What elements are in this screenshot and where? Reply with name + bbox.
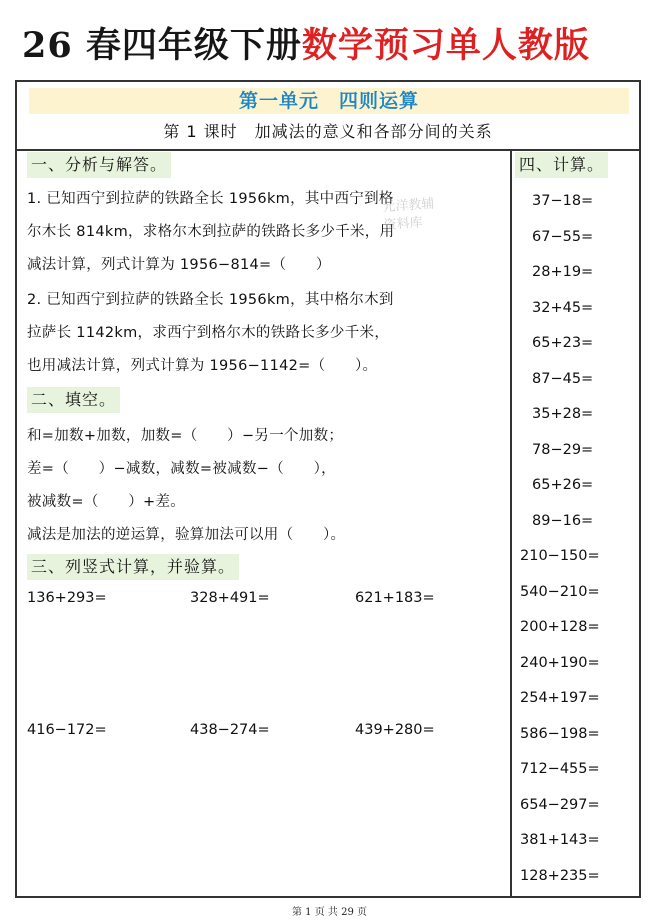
worksheet-frame [15, 80, 641, 898]
mental-calc-list [514, 184, 639, 894]
vertical-calc-item: 439+280= [355, 722, 435, 738]
calc-item: 78−29= [532, 441, 594, 458]
section-4-heading: 四、计算。 [515, 152, 608, 178]
question-1 [27, 183, 394, 282]
question-2 [27, 284, 394, 383]
fill-line: 减法是加法的逆运算，验算加法可以用（ ）。 [27, 527, 346, 543]
calc-item: 381+143= [520, 832, 600, 848]
calc-item: 65+26= [532, 477, 594, 493]
calc-item: 586−198= [520, 725, 600, 742]
calc-item: 200+128= [520, 619, 600, 635]
calc-item: 35+28= [532, 406, 594, 422]
calc-item: 37−18= [532, 193, 594, 209]
calc-item: 28+19= [532, 264, 594, 280]
calc-item: 67−55= [532, 228, 594, 245]
calc-item: 32+45= [532, 299, 594, 316]
calc-item: 712−455= [520, 761, 600, 777]
title-grade-part: 26 春四年级下册 [22, 25, 302, 66]
section-2-heading: 二、填空。 [27, 387, 120, 413]
calc-item: 240+190= [520, 654, 600, 671]
calc-item: 87−45= [532, 370, 594, 387]
vertical-calc-item: 136+293= [27, 590, 107, 606]
calc-item: 654−297= [520, 796, 600, 813]
page-number: 第 1 页 共 29 页 [292, 907, 367, 918]
calc-item: 128+235= [520, 867, 600, 884]
question-1-line: 1. 已知西宁到拉萨的铁路全长 1956km，其中西宁到格 [27, 191, 394, 207]
divider-horizontal [17, 149, 639, 151]
fill-in-blanks [27, 420, 345, 552]
fill-line: 和=加数+加数，加数=（ ）−另一个加数； [27, 428, 344, 444]
fill-line: 差=（ ）−减数，减数=被减数−（ ）， [27, 461, 336, 477]
title-subject-part: 数学预习单人教版 [301, 25, 590, 66]
fill-line: 被减数=（ ）+差。 [27, 494, 186, 510]
calc-item: 210−150= [520, 548, 600, 564]
question-2-line: 2. 已知西宁到拉萨的铁路全长 1956km，其中格尔木到 [27, 292, 394, 308]
calc-item: 254+197= [520, 690, 600, 706]
unit-title: 第一单元 四则运算 [29, 88, 629, 114]
watermark-line: 资料库 [383, 215, 424, 234]
calc-item: 89−16= [532, 512, 594, 529]
question-2-line: 也用减法计算，列式计算为 1956−1142=（ ）。 [27, 358, 378, 374]
vertical-calc-item: 416−172= [27, 722, 107, 738]
question-2-line: 拉萨长 1142km，求西宁到格尔木的铁路长多少千米， [27, 325, 390, 341]
lesson-title: 第 1 课时 加减法的意义和各部分间的关系 [163, 122, 493, 141]
calc-item: 65+23= [532, 335, 594, 351]
vertical-calc-item: 438−274= [190, 722, 270, 738]
question-1-line: 尔木长 814km，求格尔木到拉萨的铁路长多少千米，用 [27, 224, 395, 240]
calc-item: 540−210= [520, 583, 600, 600]
divider-vertical [510, 149, 512, 896]
document-title [22, 16, 642, 76]
vertical-calc-item: 328+491= [190, 590, 270, 606]
watermark-line: 元洋教辅 [381, 196, 435, 216]
question-1-line: 减法计算，列式计算为 1956−814=（ ） [27, 257, 331, 273]
section-3-heading: 三、列竖式计算，并验算。 [27, 554, 239, 580]
section-1-heading: 一、分析与解答。 [27, 152, 171, 178]
vertical-calc-item: 621+183= [355, 590, 435, 606]
